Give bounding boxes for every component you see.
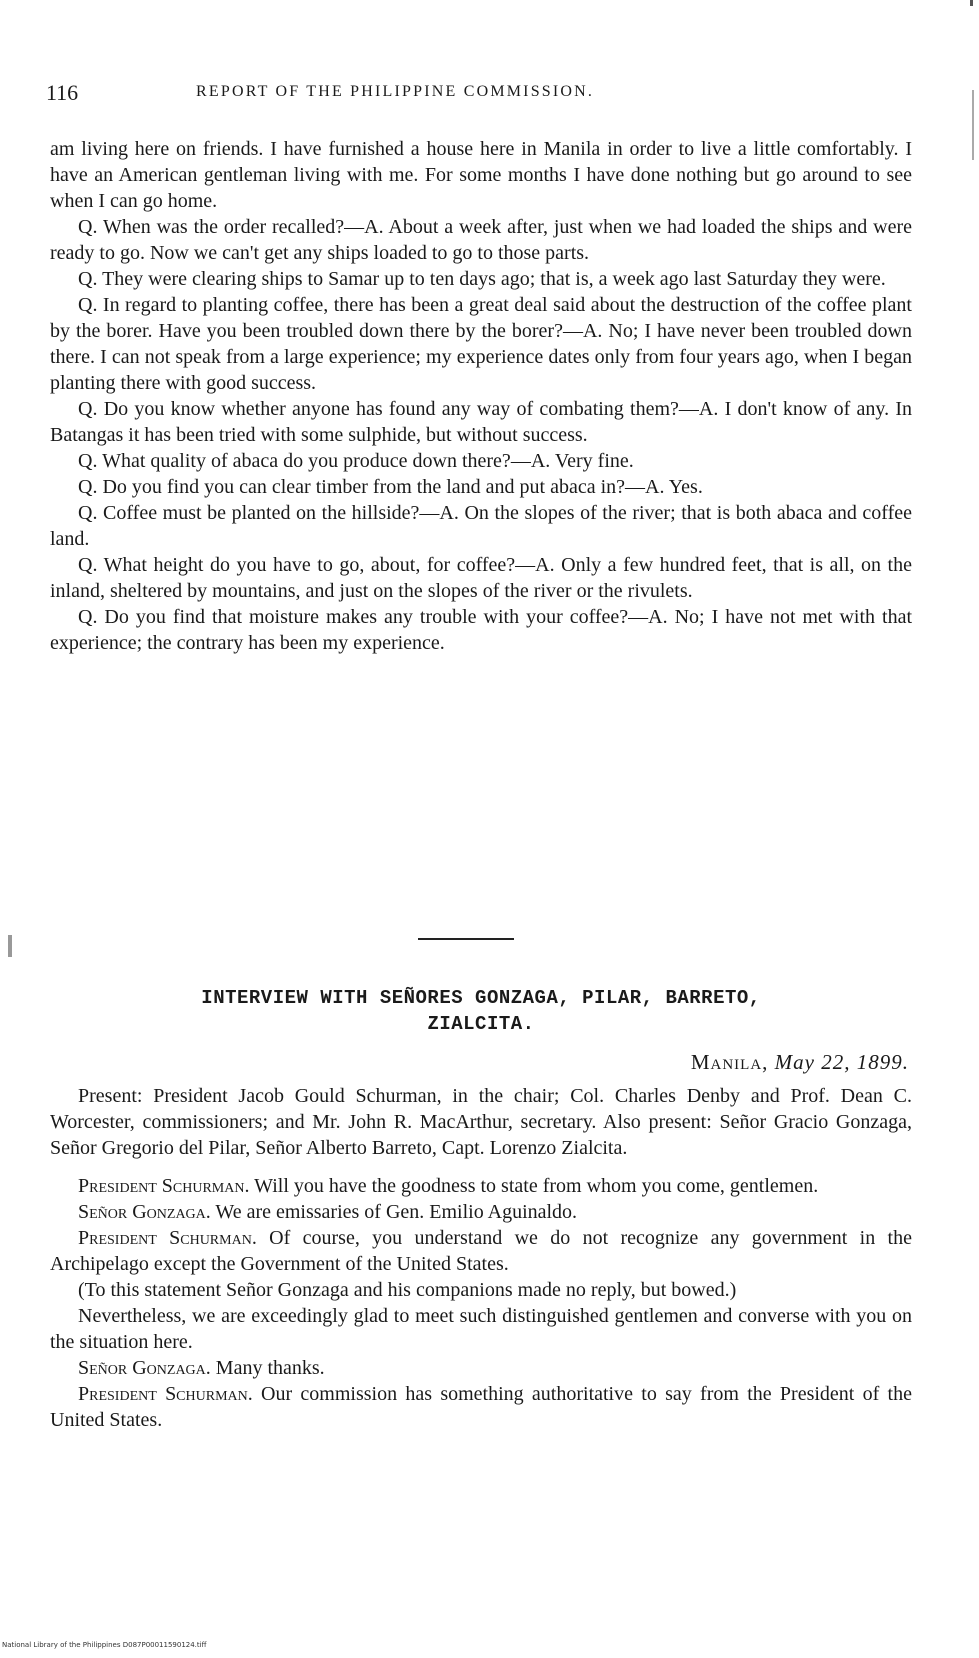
interview-heading-line: ZIALCITA.	[427, 1013, 535, 1035]
page-number: 116	[46, 80, 79, 105]
speaker: President Schurman.	[78, 1175, 250, 1197]
dialogue-text: We are emissaries of Gen. Emilio Aguinaldo.	[215, 1201, 578, 1223]
dialogue-line	[50, 1277, 912, 1303]
dialogue-line	[50, 1173, 912, 1199]
dateline-date: May 22, 1899.	[774, 1050, 909, 1074]
paragraph: Q. Do you find you can clear timber from the land and put abaca in?—A. Yes.	[78, 476, 703, 498]
testimony-text	[50, 136, 912, 656]
dialogue-text: (To this statement Señor Gonzaga and his companions made no reply, but bowed.)	[78, 1279, 737, 1301]
paragraph: Q. In regard to planting coffee, there has been a great deal said about the destruction of the coffee plant by the borer. Have you been troubled down there by the borer?—A. No; I have never been troubled down there. I can not speak from a large experience; my experience dates only from four years ago, when I began planting there with good success.	[50, 294, 912, 394]
scan-mark	[970, 0, 973, 6]
running-title: REPORT OF THE PHILIPPINE COMMISSION.	[196, 83, 595, 100]
interview-heading-line: INTERVIEW WITH SEÑORES GONZAGA, PILAR, BARRETO,	[201, 987, 761, 1009]
paragraph: am living here on friends. I have furnished a house here in Manila in order to live a little comfortably. I have an American gentleman living with me. For some months I have done nothing but go around to see when I can go home.	[50, 138, 912, 212]
scan-mark	[972, 90, 974, 160]
scan-mark	[8, 935, 12, 957]
dialogue-line	[50, 1225, 912, 1277]
speaker: President Schurman.	[78, 1383, 253, 1405]
dialogue-line	[50, 1199, 912, 1225]
speaker: President Schurman.	[78, 1227, 257, 1249]
paragraph: Q. When was the order recalled?—A. About a week after, just when we had loaded the ships and were ready to go. Now we can't get any ships loaded to go to those parts.	[50, 216, 912, 264]
page-header	[46, 80, 926, 110]
dialogue-text: Our commission has something authoritative to say from the President of the United States.	[50, 1383, 912, 1431]
section-divider	[418, 938, 514, 940]
paragraph: Q. Do you know whether anyone has found any way of combating them?—A. I don't know of any. In Batangas it has been tried with some sulphide, but without success.	[50, 398, 912, 446]
dialogue-text: Of course, you understand we do not recognize any government in the Archipelago except the Government of the United States.	[50, 1227, 912, 1275]
dialogue-text: Nevertheless, we are exceedingly glad to meet such distinguished gentlemen and converse with you on the situation here.	[50, 1305, 912, 1353]
dateline-place: Manila,	[690, 1050, 769, 1074]
dialogue-line	[50, 1381, 912, 1433]
interview-text	[50, 1083, 912, 1433]
interview-heading	[50, 985, 912, 1037]
paragraph: Q. What quality of abaca do you produce down there?—A. Very fine.	[78, 450, 634, 472]
paragraph: Q. Do you find that moisture makes any trouble with your coffee?—A. No; I have not met with that experience; the contrary has been my experience.	[50, 606, 912, 654]
paragraph: Q. Coffee must be planted on the hillside?—A. On the slopes of the river; that is both abaca and coffee land.	[50, 502, 912, 550]
scan-footer: National Library of the Philippines D087P00011590124.tiff	[2, 1641, 207, 1649]
dialogue-text: Many thanks.	[215, 1357, 325, 1379]
present-paragraph: Present: President Jacob Gould Schurman, in the chair; Col. Charles Denby and Prof. Dean C. Worcester, commissioners; and Mr. John R. MacArthur, secretary. Also present: Señor Gracio Gonzaga, Señor Gregorio del Pilar, Señor Alberto Barreto, Capt. Lorenzo Zialcita.	[50, 1085, 912, 1159]
dialogue-line	[50, 1303, 912, 1355]
paragraph: Q. They were clearing ships to Samar up to ten days ago; that is, a week ago last Saturday they were.	[78, 268, 886, 290]
dateline	[691, 1050, 909, 1075]
speaker: Señor Gonzaga.	[78, 1201, 211, 1223]
dialogue-line	[50, 1355, 912, 1381]
dialogue-text: Will you have the goodness to state from whom you come, gentlemen.	[254, 1175, 819, 1197]
speaker: Señor Gonzaga.	[78, 1357, 211, 1379]
paragraph: Q. What height do you have to go, about, for coffee?—A. Only a few hundred feet, that is all, on the inland, sheltered by mountains, and just on the slopes of the river or the rivulets.	[50, 554, 912, 602]
